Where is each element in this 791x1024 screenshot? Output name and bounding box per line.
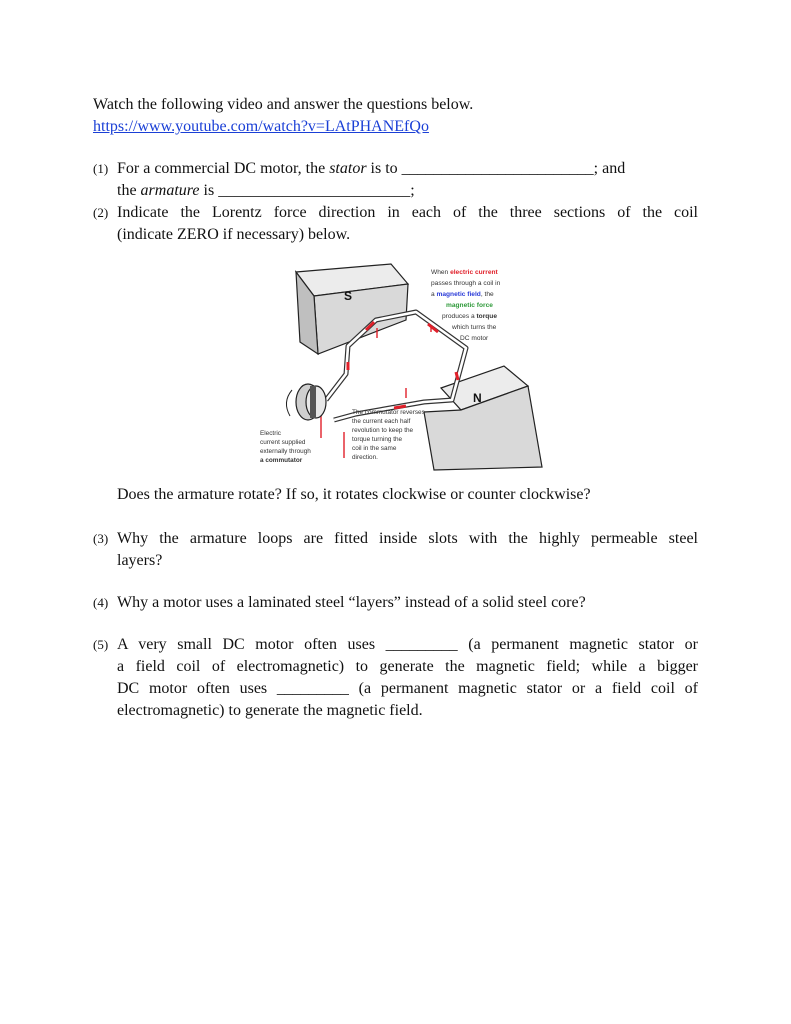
question-5-text — [117, 634, 698, 722]
svg-text:revolution to keep the: revolution to keep the — [352, 427, 414, 434]
svg-text:Electric: Electric — [260, 430, 281, 437]
svg-text:passes through a coil in: passes through a coil in — [431, 280, 501, 287]
question-4-line-1: Why a motor uses a laminated steel “layers” instead of a solid steel core? — [117, 594, 586, 611]
question-5-number: (5) — [93, 637, 109, 652]
question-3-line-2: layers? — [117, 552, 163, 569]
question-4-text — [117, 592, 698, 614]
svg-text:torque turning the: torque turning the — [352, 436, 403, 443]
svg-text:current supplied: current supplied — [260, 439, 306, 446]
question-3-line-1: Why the armature loops are fitted inside slots with the highly permeable steel — [117, 530, 698, 547]
question-1-text — [117, 158, 698, 202]
svg-text:direction.: direction. — [352, 454, 378, 461]
rotation-question: Does the armature rotate? If so, it rotates clockwise or counter clockwise? — [117, 486, 591, 503]
svg-text:When electric current: When electric current — [431, 269, 498, 276]
svg-text:externally through: externally through — [260, 448, 311, 455]
dc-motor-diagram — [256, 262, 546, 472]
question-5-line-1: A very small DC motor often uses _________ (a permanent magnetic stator or — [117, 636, 698, 653]
question-2-number: (2) — [93, 205, 109, 220]
question-5-line-3: DC motor often uses _________ (a permanent magnetic stator or a field coil of — [117, 680, 698, 697]
north-pole-magnet — [424, 366, 542, 470]
question-1-line-1: For a commercial DC motor, the stator is to ________________________; and — [117, 160, 626, 177]
svg-text:a commutator: a commutator — [260, 457, 303, 464]
video-link[interactable]: https://www.youtube.com/watch?v=LAtPHANEfQo — [93, 118, 429, 135]
svg-text:DC motor: DC motor — [460, 335, 489, 342]
svg-text:The commutator reverses: The commutator reverses — [352, 409, 425, 416]
question-1-number: (1) — [93, 161, 109, 176]
south-pole-label: S — [344, 289, 353, 303]
svg-text:the current each half: the current each half — [352, 418, 411, 425]
question-3-number: (3) — [93, 531, 109, 546]
commutator — [286, 384, 326, 420]
question-3-text — [117, 528, 698, 572]
svg-text:a magnetic field, the: a magnetic field, the — [431, 291, 494, 298]
north-pole-label: N — [473, 391, 482, 405]
question-5-line-2: a field coil of electromagnetic) to generate the magnetic field; while a bigger — [117, 658, 698, 675]
question-2-line-1: Indicate the Lorentz force direction in each of the three sections of the coil — [117, 204, 698, 221]
question-2-line-2: (indicate ZERO if necessary) below. — [117, 226, 351, 243]
question-1-line-2: the armature is ________________________; — [117, 182, 415, 199]
caption-left — [260, 430, 311, 464]
question-4-number: (4) — [93, 595, 109, 610]
caption-commutator — [352, 409, 425, 461]
svg-text:which turns the: which turns the — [452, 324, 497, 331]
question-2-text — [117, 202, 698, 246]
svg-text:produces a torque: produces a torque — [442, 313, 497, 320]
instruction-text: Watch the following video and answer the questions below. — [93, 96, 474, 113]
question-5-line-4: electromagnetic) to generate the magnetic field. — [117, 702, 423, 719]
svg-text:coil in the same: coil in the same — [352, 445, 397, 452]
svg-text:magnetic force: magnetic force — [446, 302, 493, 309]
